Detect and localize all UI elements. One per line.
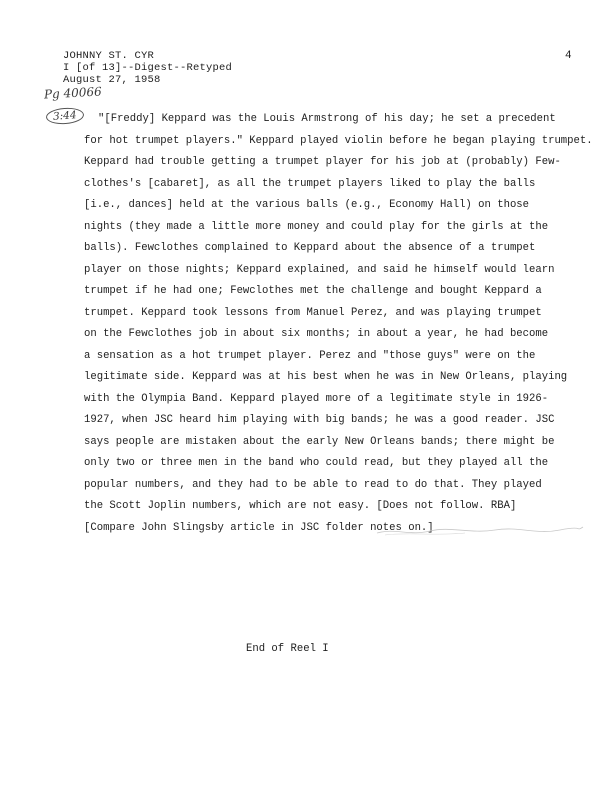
transcript-body (84, 109, 604, 539)
transcript-line: with the Olympia Band. Keppard played more of a legitimate style in 1926- (84, 392, 549, 405)
transcript-line: balls). Fewclothes complained to Keppard about the absence of a trumpet (84, 242, 536, 254)
transcript-line: nights (they made a little more money and could play for the girls at the (84, 220, 549, 233)
transcript-line: popular numbers, and they had to be able to read to do that. They played (84, 478, 542, 491)
handwritten-annotation: Pg 40066 (43, 84, 103, 102)
transcript-line: trumpet if he had one; Fewclothes met the challenge and bought Keppard a (84, 285, 542, 297)
transcript-line: for hot trumpet players." Keppard played violin before he began playing trumpet. (84, 134, 593, 147)
transcript-line: "[Freddy] Keppard was the Louis Armstrong of his day; he set a precedent (98, 113, 556, 125)
transcript-line: says people are mistaken about the early New Orleans bands; there might be (84, 435, 555, 448)
transcript-line: the Scott Joplin numbers, which are not easy. [Does not follow. RBA] (84, 500, 517, 512)
transcript-line: [i.e., dances] held at the various balls (e.g., Economy Hall) on those (84, 199, 530, 211)
end-of-reel-marker: End of Reel I (246, 643, 329, 655)
document-header (63, 50, 232, 86)
page-number: 4 (565, 50, 572, 62)
reel-info: I [of 13]--Digest--Retyped (63, 62, 233, 74)
transcript-line: legitimate side. Keppard was at his best when he was in New Orleans, playing (84, 371, 568, 383)
transcript-line: Keppard had trouble getting a trumpet player for his job at (probably) Few- (84, 156, 561, 168)
interviewee-name: JOHNNY ST. CYR (63, 50, 155, 62)
handwritten-page-reference: 3:44 (45, 107, 84, 126)
faint-pencil-scribble (375, 524, 585, 538)
transcript-line: trumpet. Keppard took lessons from Manuel Perez, and was playing trumpet (84, 306, 542, 319)
transcript-line: clothes's [cabaret], as all the trumpet players liked to play the balls (84, 177, 536, 190)
transcript-line: a sensation as a hot trumpet player. Perez and "those guys" were on the (84, 349, 536, 362)
transcript-line: player on those nights; Keppard explained, and said he himself would learn (84, 263, 555, 276)
transcript-line: 1927, when JSC heard him playing with big bands; he was a good reader. JSC (84, 414, 555, 426)
transcript-line: [Compare John Slingsby article in JSC folder notes on.] (84, 521, 434, 534)
interview-date: August 27, 1958 (63, 74, 161, 86)
transcript-line: on the Fewclothes job in about six months; in about a year, he had become (84, 328, 549, 340)
transcript-line: only two or three men in the band who could read, but they played all the (84, 457, 549, 469)
